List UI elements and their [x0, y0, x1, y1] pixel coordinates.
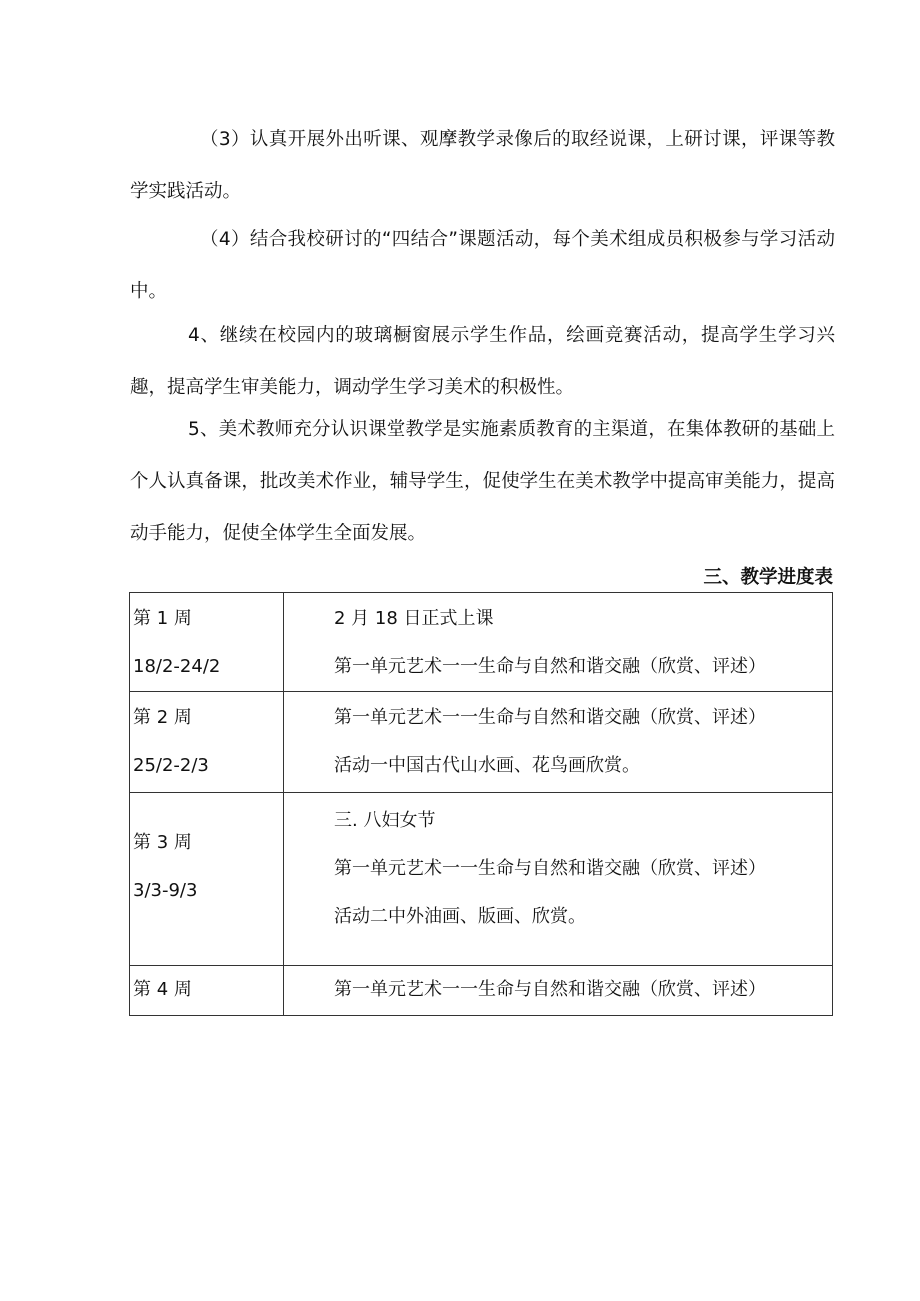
week-cell: [130, 593, 284, 692]
table-row: [130, 692, 833, 793]
content-line: 活动二中外油画、版画、欣赏。: [334, 906, 586, 927]
content-line: 第一单元艺术一一生命与自然和谐交融（欣赏、评述）: [334, 656, 766, 677]
content-line: 第一单元艺术一一生命与自然和谐交融（欣赏、评述）: [334, 707, 766, 728]
paragraph-classroom-teaching: 5、美术教师充分认识课堂教学是实施素质教育的主渠道，在集体教研的基础上个人认真备课，批改美术作业，辅导学生，促使学生在美术教学中提高审美能力，提高动手能力，促使全体学生全面发展。: [130, 419, 835, 544]
table-row: [130, 593, 833, 692]
content-line: 第一单元艺术一一生命与自然和谐交融（欣赏、评述）: [334, 979, 766, 1000]
table-row: [130, 966, 833, 1016]
section-title-schedule: 三、教学进度表: [703, 567, 833, 588]
content-line: 三. 八妇女节: [334, 810, 436, 831]
week-label: 第 2 周: [133, 707, 192, 728]
week-dates: 25/2-2/3: [133, 755, 209, 776]
table-row: [130, 793, 833, 966]
content-line: 2 月 18 日正式上课: [334, 608, 494, 629]
content-cell: [284, 793, 833, 966]
content-cell: [284, 593, 833, 692]
content-cell: [284, 692, 833, 793]
week-label: 第 1 周: [133, 608, 192, 629]
content-line: 第一单元艺术一一生命与自然和谐交融（欣赏、评述）: [334, 858, 766, 879]
week-cell: [130, 966, 284, 1016]
week-cell: [130, 692, 284, 793]
week-cell: [130, 793, 284, 966]
content-line: 活动一中国古代山水画、花鸟画欣赏。: [334, 755, 640, 776]
content-cell: [284, 966, 833, 1016]
paragraph-3-practice-activities: （3）认真开展外出听课、观摩教学录像后的取经说课，上研讨课，评课等教学实践活动。: [130, 129, 835, 202]
week-dates: 18/2-24/2: [133, 656, 221, 677]
week-label: 第 3 周: [133, 832, 192, 853]
week-label: 第 4 周: [133, 979, 192, 1000]
week-dates: 3/3-9/3: [133, 880, 198, 901]
paragraph-display-works: 4、继续在校园内的玻璃橱窗展示学生作品，绘画竞赛活动，提高学生学习兴趣，提高学生审美能力，调动学生学习美术的积极性。: [130, 325, 835, 398]
paragraph-4-topic-activity: （4）结合我校研讨的“四结合”课题活动，每个美术组成员积极参与学习活动中。: [130, 229, 835, 302]
teaching-schedule-table: [129, 592, 833, 1016]
